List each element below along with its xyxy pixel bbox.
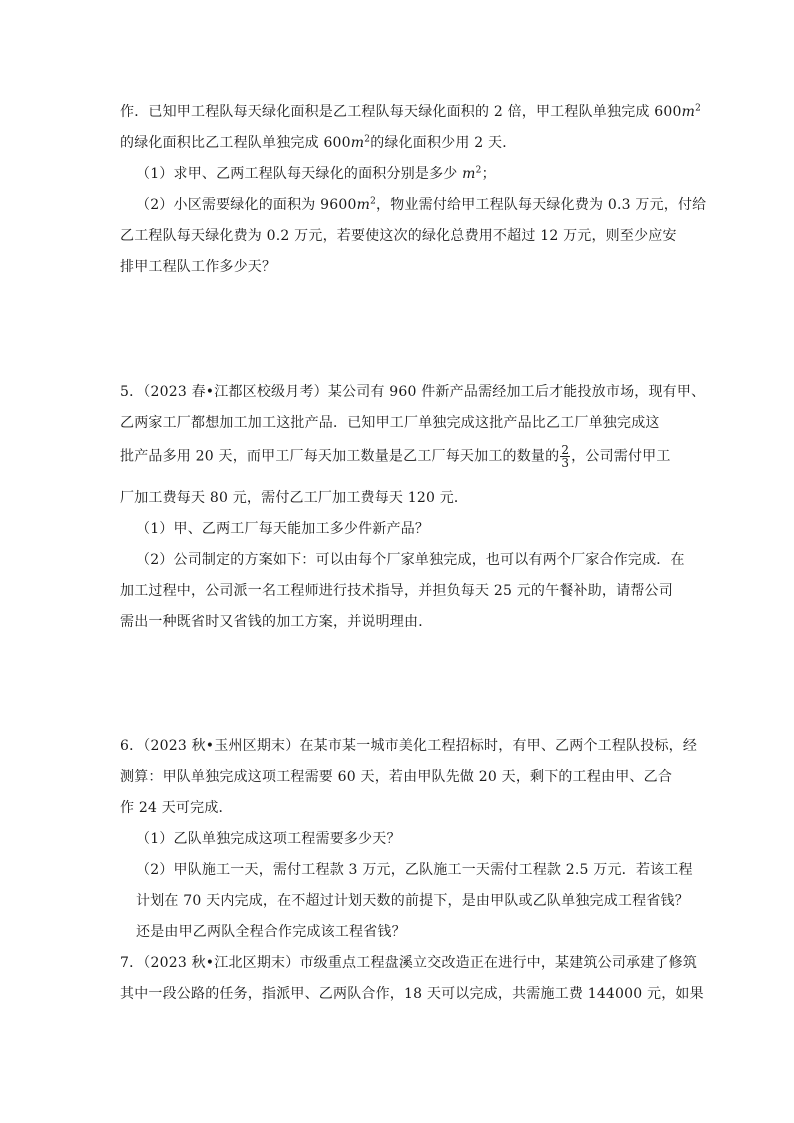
q6-stem-line-2: 测算：甲队单独完成这项工程需要 60 天，若由甲队先做 20 天，剩下的工程由甲、乙合 (120, 769, 673, 785)
q6-stem-line-1: 6．（2023 秋•玉州区期末）在某市某一城市美化工程招标时，有甲、乙两个工程队投标，经 (120, 738, 698, 754)
q5-stem-line-4: 厂加工费每天 80 元，需付乙工厂加工费每天 120 元． (120, 490, 469, 506)
q6-part-2-line-3: 还是由甲乙两队全程合作完成该工程省钱？ (136, 924, 406, 940)
q4-part-2-line-2: 乙工程队每天绿化费为 0.2 万元，若要使这次的绿化总费用不超过 12 万元，则至少应安 (120, 228, 677, 244)
q4-part-2-line-1: （2）小区需要绿化的面积为 $9600m^2$，物业需付给甲工程队每天绿化费为 0.3 万元，付给 (136, 196, 707, 213)
q4-part-2-line-3: 排甲工程队工作多少天？ (120, 259, 277, 275)
q5-part-2-line-1: （2）公司制定的方案如下：可以由每个厂家单独完成，也可以有两个厂家合作完成．在 (136, 552, 685, 568)
fraction-two-thirds: $\frac{2}{3}$ (561, 443, 570, 470)
q5-stem-line-1: 5．（2023 春•江都区校级月考）某公司有 960 件新产品需经加工后才能投放市场，现有甲、 (120, 384, 706, 400)
q4-stem-line-1: 作．已知甲工程队每天绿化面积是乙工程队每天绿化面积的 2 倍，甲工程队单独完成 $600m^2$ (120, 103, 701, 120)
q7-stem-line-1: 7．（2023 秋•江北区期末）市级重点工程盘溪立交改造正在进行中，某建筑公司承建了修筑 (120, 955, 698, 971)
q6-stem-line-3: 作 24 天可完成． (120, 800, 233, 816)
unit-m: m (681, 104, 696, 120)
q5-part-1: （1）甲、乙两工厂每天能加工多少件新产品？ (136, 521, 430, 537)
q6-part-2-line-2: 计划在 70 天内完成，在不超过计划天数的前提下，是由甲队或乙队单独完成工程省钱？ (136, 893, 689, 909)
q6-part-2-line-1: （2）甲队施工一天，需付工程款 3 万元，乙队施工一天需付工程款 2.5 万元．若该工程 (136, 862, 693, 878)
q5-stem-line-3: 批产品多用 20 天，而甲工厂每天加工数量是乙工厂每天加工的数量的 $\frac{2}{3}$ ，公司需付甲工 (120, 443, 671, 470)
q5-stem-line-2: 乙两家工厂都想加工加工这批产品．已知甲工厂单独完成这批产品比乙工厂单独完成这 (120, 415, 660, 431)
q4-stem-line-2: 的绿化面积比乙工程队单独完成 $600m^2$的绿化面积少用 2 天． (120, 134, 517, 151)
q7-stem-line-2: 其中一段公路的任务，指派甲、乙两队合作，18 天可以完成，共需施工费 144000 元，如果 (120, 986, 704, 1002)
unit-exponent: 2 (695, 103, 701, 114)
q5-part-2-line-3: 需出一种既省时又省钱的加工方案，并说明理由． (120, 614, 433, 630)
q5-part-2-line-2: 加工过程中，公司派一名工程师进行技术指导，并担负每天 25 元的午餐补助，请帮公司 (120, 583, 673, 599)
q6-part-1: （1）乙队单独完成这项工程需要多少天？ (136, 831, 401, 847)
q4-part-1: （1）求甲、乙两工程队每天绿化的面积分别是多少 $m^2$； (136, 165, 496, 182)
